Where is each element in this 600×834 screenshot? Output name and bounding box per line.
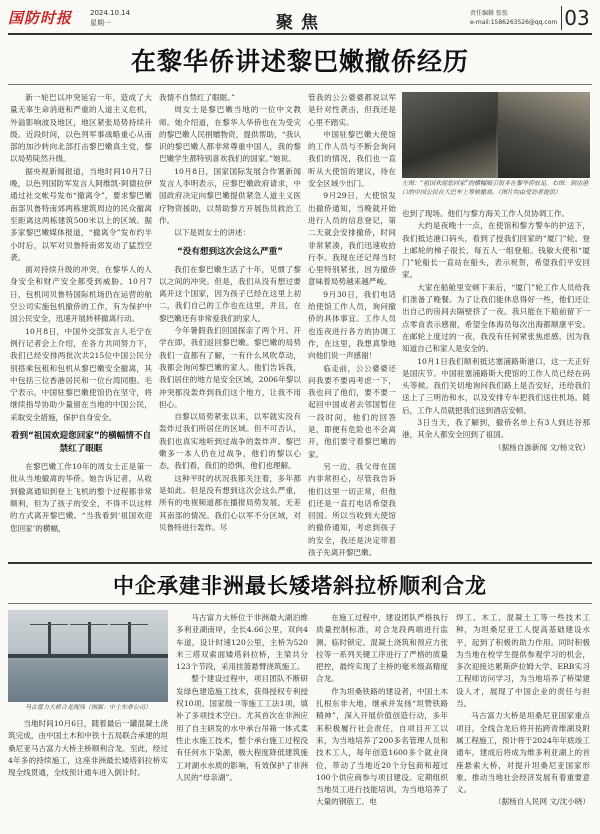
- paragraph: 我情不自禁红了眼眶。”: [159, 93, 236, 102]
- paragraph: 据央视新闻报道，当地时间10月7日晚，以色列国防军发言人阿维凯·阿德拉伊通过社交帐号发布“撤离令”，要求黎巴嫩南部贝鲁特南郊两栋建筑周边的民众撤离至距离这两栋建筑500米以上的区域。据多家黎巴嫩媒体报道，“撤离令”发布约半小时后，以军对贝鲁特南郊发动了猛烈空袭。: [10, 166, 152, 262]
- article1-column-3-text: [308, 92, 396, 558]
- paragraph: 3日当天，我了解到，撤侨名单上有3人到达谷那港，其余人都安全回到了祖国。: [402, 418, 590, 440]
- paragraph: 当地时间10月6日，随着最后一罐混凝土浇筑完成，由中国土木和中铁十五局联合承建的坦桑尼亚马古富力大桥主桥顺利合龙。至此，经过4年多的持续施工，这座非洲最长矮塔斜拉桥实现全线贯通，全线预计通车进入倒计时。: [8, 719, 168, 778]
- article1-subhead-2: “没有想到这次会这么严重”: [177, 246, 283, 257]
- page-number: 03: [561, 6, 592, 30]
- paragraph: 新一轮巴以冲突延宕一年，造成了大量无辜生命消逝和严重的人道主义危机，外溢影响波及地区，地区紧张局势持续升级。近段时间，以色列军事战略重心从南部的加沙转向北部打击黎巴嫩真主党，黎以局势陡然升级。: [10, 93, 152, 164]
- masthead: [8, 6, 592, 32]
- article2-source: （据杨自人民网 文/沈小晓）: [493, 797, 590, 807]
- paragraph: 周女士是黎巴嫩当地的一位中文教师。她介绍道，在黎华人华侨也在为受灾的黎巴嫩人民捐赠物资，提供帮助，“我认识的黎巴嫩人都非常尊重中国人，我的黎巴嫩学生都特别喜欢我们的国家。”她说。: [159, 105, 301, 164]
- article2-top-rule: [8, 562, 592, 564]
- paragraph: 10月8日，中国外交部发言人毛宁在例行记者会上介绍，在各方共同努力下，我们已经安排两批次共215位中国公民分别搭乘包租和包机从黎巴嫩安全撤离，其中包括三位香港居民和一位台湾同胞。毛宁表示，中国驻黎巴嫩使馆仍在坚守，将继续指导协助少量留在当地的中国公民，采取安全措施，保护自身安全。: [10, 326, 152, 422]
- article2-headline: 中企承建非洲最长矮塔斜拉桥顺利合龙: [113, 574, 487, 598]
- paragraph: 焊工、木工、混凝土工等一些技术工种，为坦桑尼亚工人提高基础建设水平，起到了积极的助力作用。同时积极为当地在校学生提供参观学习的机会，多次迎接达累斯萨拉姆大学、ERB实习工程师访问学习，为当地培养了桥梁建设人才，展现了中国企业的责任与担当。: [456, 613, 590, 709]
- paragraph: 10月1日我们顺利抵达塞浦路斯港口，这一天正好是国庆节。中国驻塞浦路斯大使馆的工作人员已经在码头等候。我们关切地询问我们路上是否安好，还给我们送上了三明治和水，以及安排专车把我们送往机场。随后，工作人员就把我们送到酒店安顿。: [402, 356, 590, 415]
- article2-photo-caption: 马古富力大桥合龙现场（图源：中土东非公司）: [24, 704, 151, 711]
- paragraph: 自黎以局势紧张以来，以军就实没有轰炸过我们所居住的区域。但不可否认，我们也真实地听到过战争的轰炸声。黎巴嫩多一本人仍在过战争，他们的黎以心态，我们看，我们的恐惧，他们也理解。: [159, 412, 301, 471]
- section-title: 聚焦: [276, 13, 326, 33]
- issue-date: 2024.10.14: [90, 9, 131, 17]
- paragraph: 以下是周女士的讲述：: [174, 228, 251, 238]
- paragraph: 大约是夜晚十一点，在使馆和黎方警车的护送下，我们抵达港口码头，看到了授我们回家的“厦门”轮。登上邮轮的梯子很长，每五人一组登船。钱敏大使和“厦门”轮船长一直站在船头，表示祝贺，希望我们平安回家。: [402, 221, 590, 280]
- editor-name: 责任编辑 张张: [470, 10, 508, 17]
- paragraph: 9月29日，大使馆发出撤侨通知，当晚就开始进行人员的信息登记，第二天就会安排撤侨，时间非常紧凑，我们迅速收拾行李。我现在还记得当时心里特别紧张，因为撤侨意味着局势越来越严峻。: [308, 191, 396, 287]
- article1-column-4: [402, 208, 590, 558]
- article2-column-2: [176, 612, 308, 828]
- article1-headline: 在黎华侨讲述黎巴嫩撤侨经历: [130, 47, 469, 76]
- paragraph: 另一边，我父母在国内非常担心，尽管我告诉他们这里一切正常，但他们还是一直打电话希望我回国。所以当收到大使馆的撤侨通知，考虑到孩子的安全，我还是决定带着孩子先离开黎巴嫩。: [308, 461, 396, 557]
- article1-column-1: [10, 92, 152, 558]
- paragraph: 中国驻黎巴嫩大使馆的工作人员与不断会询问我们的情况，我们也一直听从大使馆的建议，待在安全区域少出门。: [308, 129, 396, 189]
- article1-column-2: [159, 92, 301, 558]
- bridge-cable: [30, 624, 68, 657]
- banner-photo: [402, 92, 496, 178]
- editor-info: [470, 9, 557, 27]
- bridge-photo: [8, 610, 168, 702]
- article1-rule: [8, 84, 592, 85]
- paragraph: 也到了现场。他们与黎方海关工作人员协调工作。: [402, 209, 570, 218]
- masthead-rule: [8, 33, 592, 35]
- paragraph: 在施工过程中，建设团队严格执行质量控制标准，对合龙段两端进行监测、临时锁定、混凝土浇筑和预应力张拉等一系列关键工序进行了严格的质量把控，最终实现了主桥的毫米级高精度合龙。: [316, 613, 448, 684]
- paragraph: 今年暑假我们回国探亲了两个月。开学在即，我们返回黎巴嫩。黎巴嫩的局势我们一直都有了解，一有什么风吹草动，我都会询问黎巴嫩的家人。他们告诉我，我们居住的地方是安全区域，2006年黎以冲突都没轰炸到我们这个地方，让我不用担心。: [159, 326, 301, 409]
- editor-email: e-mail:1586263526@qq.com: [470, 19, 558, 26]
- paragraph: 大家在船舱里安顿下来后，“厦门”轮工作人员给我们准备了晚餐。为了让我们能休息得好一些，他们还让出自己的房间去隔壁挤了一夜。我只能在下船前留下一点零食表示感谢，希望全体海员每次出海都顺康平安。在邮轮上度过的一夜，我没有任何紧张焦虑感，因为我知道自己和家人是安全的。: [402, 282, 590, 354]
- issue-meta: [90, 8, 130, 28]
- paragraph: 马古富力大桥位于非洲最大湖泊维多利亚湖南岸，全长4.66公里，双向4车道，设计时速120公里，主桥为520米三塔双索面矮塔斜拉桥，主梁共分123个节段，采用挂篮悬臂浇筑施工。: [176, 613, 308, 672]
- paragraph: 马古富力大桥是坦桑尼亚国家重点项目，全线合龙后将开拓跨青维湖及附属工程施工，预计将于2024年年底竣工通车，建成后将成为维多利亚湖上的首座悬索大桥，对提升坦桑尼亚国家形象、推动当地社会经济发展有着重要意义。: [456, 711, 590, 795]
- bridge-cable: [110, 624, 148, 657]
- paragraph: 作为坦桑铁路的建设者，中国土木扎根东非大地，继承并发扬“坦赞铁路精神”，深入开展价值创造行动，多年来积极履行社会责任，自项目开工以来，为当地培养了200多名管理人员和技术工人，每年创造1600多个就业岗位，带动了当地近20个分包商和超过100个供应商参与项目建设。定期组织当地员工进行技能培训，为当地培养了大量的钢筋工、电: [316, 686, 448, 807]
- newspaper-logo: 国防时报: [8, 9, 73, 27]
- paragraph: 整个建设过程中，项目团队不断研发绿色建造施工技术，获得授权专利授权10项、国家级一等施工工法1项，填补了多项技术空白。尤其首次在非洲应用了自主研发的水中承台吊箱一体式柔性止水施工技术，整个承台施工过程没有任何水下染源，极大程度降低建筑施工对湖水水质的影响，有效保护了非洲人民的“母亲湖”。: [176, 674, 308, 782]
- article2-column-1: [8, 718, 168, 828]
- issue-weekday: 星期一: [90, 19, 111, 27]
- article1-photo-caption: 左图：“祖国欢迎您回家”的横幅吸引很多在黎华侨驻足。右图：到达港口的中国公民在大巴车上等候撤离。（图片均由受访者提供）: [402, 180, 589, 196]
- paragraph: 9月30日，我们电话给使馆工作人员，询问撤侨的具体事宜。工作人员也连夜进行各方的协调工作，在这里，我想真挚地向他们说一声感谢！: [308, 289, 396, 361]
- paragraph: 我们在黎巴嫩生活了十年，见惯了黎以之间的冲突。但是，我们从没有想过要离开这个国家，因为孩子已经在这里上初二，我们自己的工作也在这里，并且，在黎巴嫩还有非常爱我们的家人。: [159, 264, 301, 323]
- bus-photo: [498, 92, 590, 178]
- article2-rule: [8, 603, 592, 604]
- paragraph: 这种平时的状况我都关注着，多年都是如此。但是没有想到这次会这么严重，所有的电视频道都在播报局势发展，无差其南部的情况。我们心以军不分区域，对贝鲁特进行轰炸。尽: [159, 473, 301, 532]
- bridge-cable: [70, 624, 108, 657]
- article1-photo: [402, 92, 590, 178]
- article2-column-4: [456, 612, 590, 828]
- article1-source: （据杨自游新闻 文/杨文钦）: [493, 442, 590, 452]
- paragraph: 管我的公公婆婆都说以军是针对性袭击，但我还是心里不踏实。: [308, 93, 396, 127]
- paragraph: 在黎巴嫩工作10年的周女士正是第一批从当地撤离的华侨。她告诉记者，从收到撤离通知到登上飞机的整个过程都非常顺利，但为了孩子的安全，不得不以这样的方式离开黎巴嫩。“当我看到‘祖国欢迎您回家’的横幅，: [10, 462, 152, 533]
- paragraph: 面对持续升级的冲突，在黎华人的人身安全和财产安全都受到威胁。10月7日，包机同贝鲁特国际机场仍在运营的航空公司实施包机撤侨的工作，有为保护中国公民安全，迅速开展转移撤离行动。: [10, 265, 152, 324]
- paragraph: 10月8日，国家国际发展合作署新闻发言人李明表示，应黎巴嫩政府请求，中国政府决定向黎巴嫩提供紧急人道主义医疗物资援助，以帮助黎方开展伤员救治工作。: [159, 166, 301, 225]
- paragraph: 临走前，公公婆婆还问我要不要再考虑一下，我也问了他们，要不要一起回中国或者去邻国暂住一段时间，他们的回答是，即便有危险也不会离开，他们要守着黎巴嫩的家。: [308, 363, 396, 459]
- article2-column-3: [316, 612, 448, 828]
- article1-subhead-1: 看到“祖国欢迎您回家”的横幅情不自禁红了眼眶: [10, 431, 152, 455]
